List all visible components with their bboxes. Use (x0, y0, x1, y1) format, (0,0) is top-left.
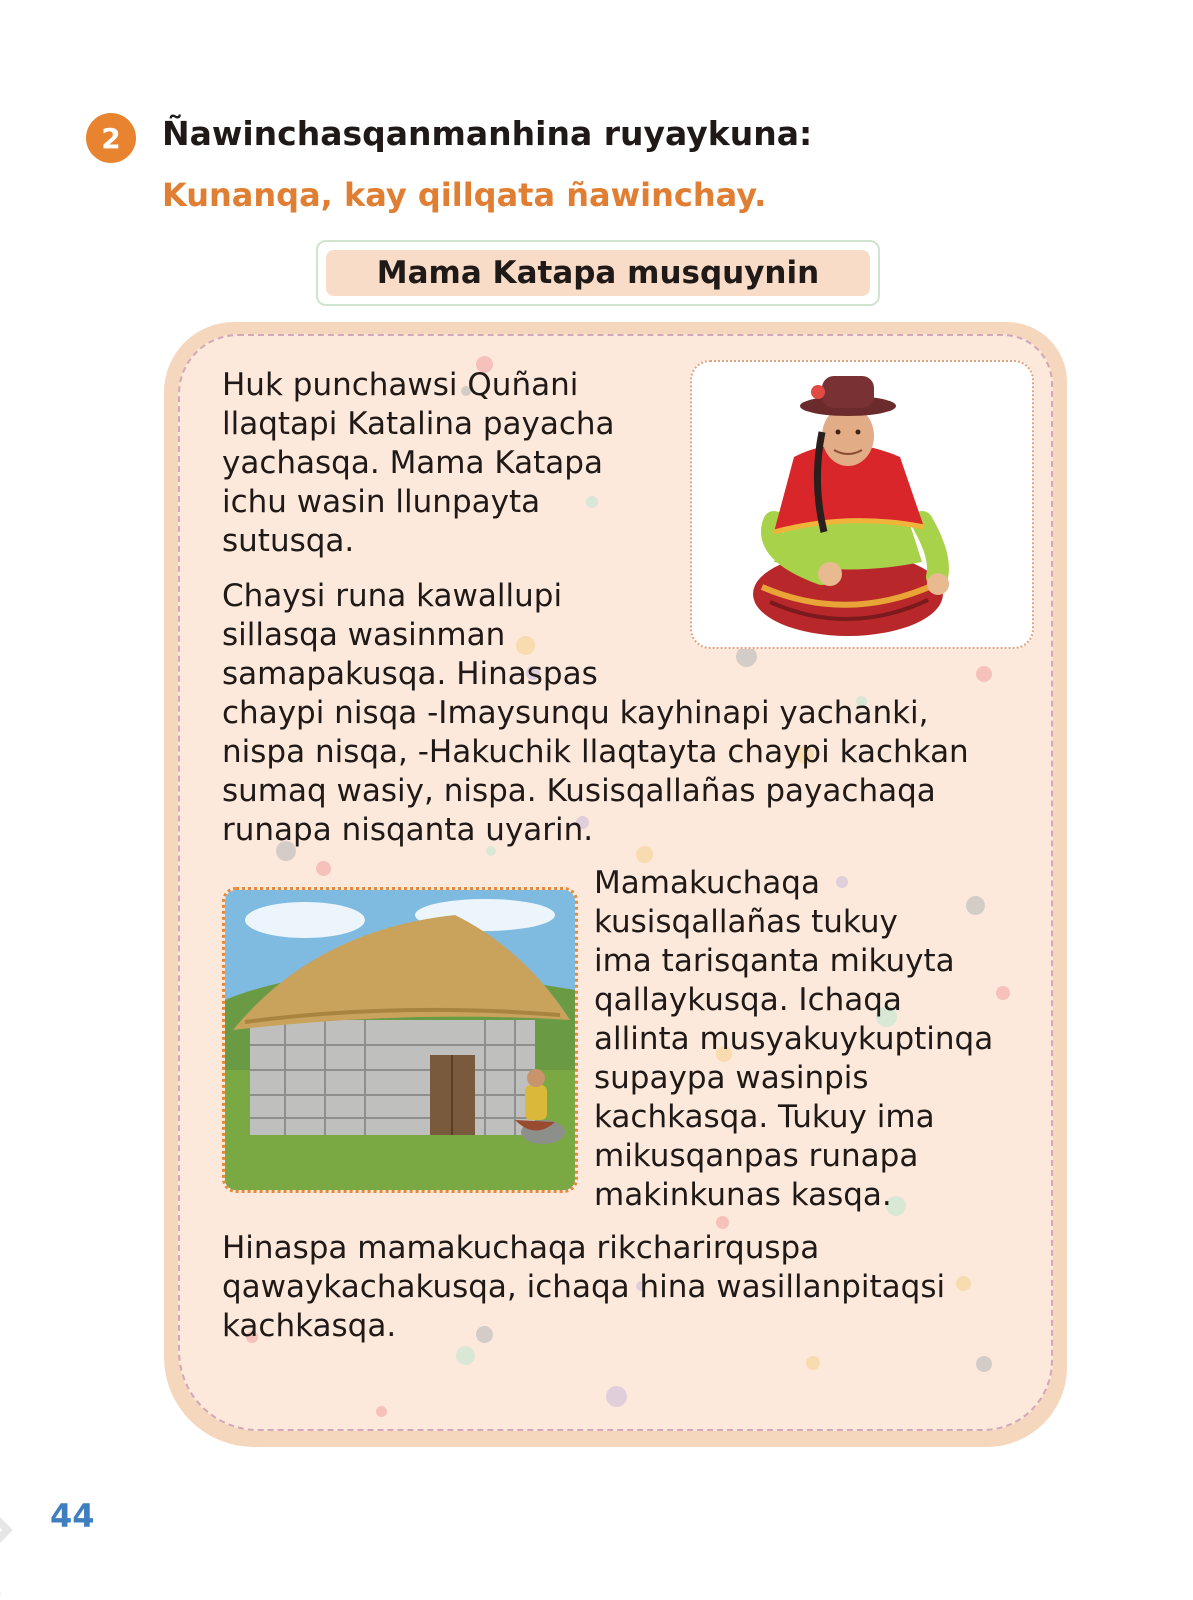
story-line: kachkasqa. Tukuy ima (594, 1099, 935, 1135)
decorative-dot (606, 1386, 627, 1407)
story-title-box (316, 240, 880, 306)
page-number: 44 (50, 1497, 95, 1535)
story-line: supaypa wasinpis (594, 1060, 869, 1096)
story-line: chaypi nisqa -Imaysunqu kayhinapi yachanki, (222, 695, 929, 731)
story-paragraph-2 (222, 577, 1042, 850)
decorative-dot (316, 861, 331, 876)
story-line: yachasqa. Mama Katapa (222, 445, 603, 481)
story-line: runapa nisqanta uyarin. (222, 812, 594, 848)
story-line: sumaq wasiy, nispa. Kusisqallañas payachaqa (222, 773, 936, 809)
decorative-dot (178, 1376, 184, 1394)
story-paragraph-4 (222, 1229, 1042, 1346)
story-title: Mama Katapa musquynin (326, 250, 870, 296)
story-line: llaqtapi Katalina payacha (222, 406, 615, 442)
house-illustration-frame (222, 887, 578, 1193)
exercise-instruction: Kunanqa, kay qillqata ñawinchay. (162, 176, 767, 214)
story-line: makinkunas kasqa. (594, 1177, 892, 1213)
corner-pattern-decoration (0, 1480, 50, 1600)
decorative-dot (376, 1406, 387, 1417)
story-line: nispa nisqa, -Hakuchik llaqtayta chaypi kachkan (222, 734, 969, 770)
story-paragraph-3 (594, 864, 1034, 1215)
story-line: allinta musyakuykuptinqa (594, 1021, 994, 1057)
house-illustration (225, 890, 575, 1190)
decorative-dot (976, 1356, 992, 1372)
story-line: sillasqa wasinman (222, 617, 506, 653)
step-number-badge: 2 (86, 113, 136, 163)
decorative-dot (456, 1346, 475, 1365)
story-line: kachkasqa. (222, 1308, 397, 1344)
story-line: Chaysi runa kawallupi (222, 578, 563, 614)
story-line: qawaykachakusqa, ichaqa hina wasillanpitaqsi (222, 1269, 946, 1305)
exercise-heading: Ñawinchasqanmanhina ruyaykuna: (162, 114, 813, 153)
decorative-dot (806, 1356, 820, 1370)
decorative-dot (716, 1216, 729, 1229)
story-line: sutusqa. (222, 523, 355, 559)
story-line: Hinaspa mamakuchaqa rikcharirquspa (222, 1230, 820, 1266)
story-line: samapakusqa. Hinaspas (222, 656, 598, 692)
story-line: qallaykusqa. Ichaqa (594, 982, 902, 1018)
story-paragraph-1 (222, 366, 642, 561)
story-line: kusisqallañas tukuy (594, 904, 898, 940)
story-line: ichu wasin llunpayta (222, 484, 541, 520)
story-line: Mamakuchaqa (594, 865, 820, 901)
story-card (164, 322, 1067, 1447)
story-card-inner (178, 334, 1053, 1431)
story-line: mikusqanpas runapa (594, 1138, 919, 1174)
story-line: Huk punchawsi Quñani (222, 367, 579, 403)
story-line: ima tarisqanta mikuyta (594, 943, 955, 979)
